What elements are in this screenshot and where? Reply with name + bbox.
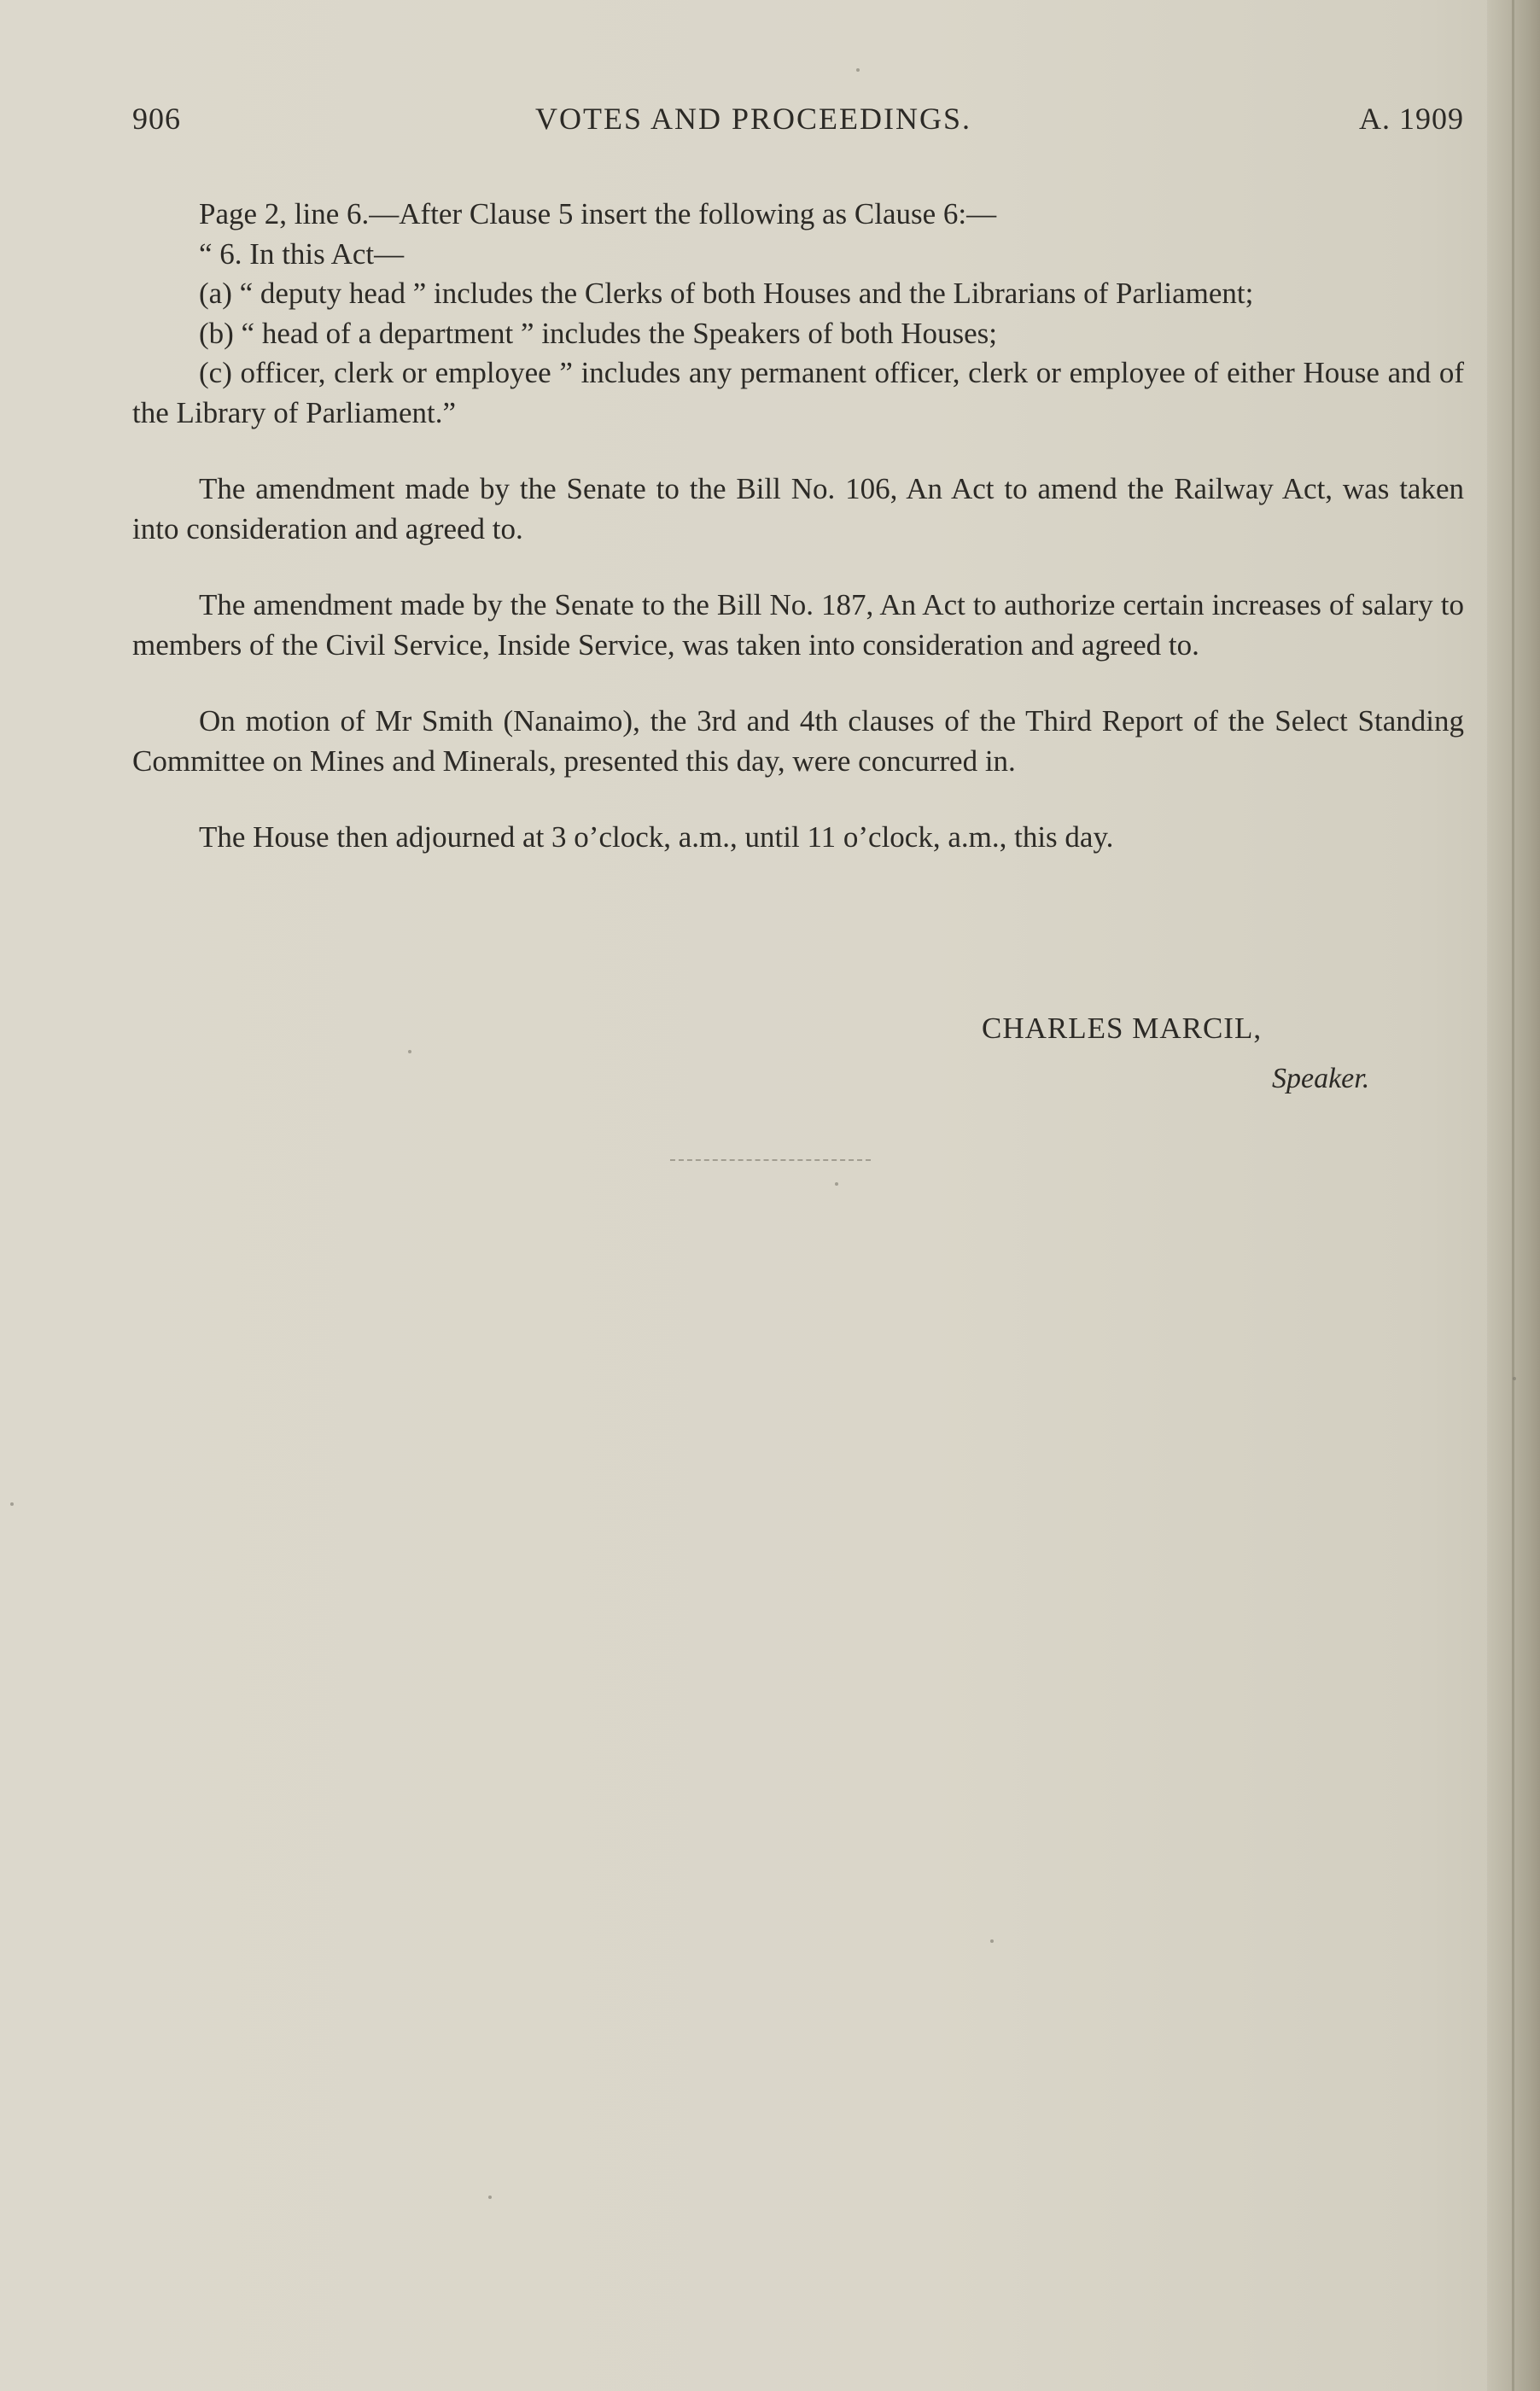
clause-item-b: (b) “ head of a department ” includes the Speakers of both Houses; (199, 316, 997, 350)
paper-speck (856, 68, 860, 72)
closing-rule (670, 1159, 871, 1161)
amendment-instruction: Page 2, line 6.—After Clause 5 insert the following as Clause 6:— (199, 197, 997, 230)
running-title: VOTES AND PROCEEDINGS. (535, 102, 972, 136)
paper-speck (10, 1502, 14, 1506)
page-number: 906 (132, 102, 181, 136)
paragraph-bill-187: The amendment made by the Senate to the Bill No. 187, An Act to authorize certain increases of salary to members of the Civil Service, Inside Service, was taken into consideration and agreed to. (132, 588, 1464, 662)
clause-item-c: (c) officer, clerk or employee ” includes any permanent officer, clerk or employee of either House and of the Library of Parliament.” (132, 356, 1464, 429)
session-year: A. 1909 (1359, 102, 1464, 136)
signature-name: CHARLES MARCIL, (982, 1012, 1263, 1045)
paper-speck (990, 1939, 994, 1943)
body-text (132, 195, 1464, 858)
paper-speck (488, 2196, 492, 2199)
clause-heading: “ 6. In this Act— (199, 236, 405, 271)
paragraph-motion: On motion of Mr Smith (Nanaimo), the 3rd and 4th clauses of the Third Report of the Select Standing Committee on Mines and Minerals, presented this day, were concurred in. (132, 704, 1464, 778)
binding-edge (1512, 0, 1514, 2391)
paragraph-adjournment: The House then adjourned at 3 o’clock, a.m., until 11 o’clock, a.m., this day. (199, 820, 1114, 854)
paper-speck (1513, 1377, 1516, 1380)
paper-speck (408, 1050, 411, 1053)
signature-title: Speaker. (1272, 1063, 1370, 1094)
paragraph-bill-106: The amendment made by the Senate to the Bill No. 106, An Act to amend the Railway Act, was taken into consideration and agreed to. (132, 472, 1464, 545)
clause-item-a: (a) “ deputy head ” includes the Clerks of both Houses and the Librarians of Parliament; (199, 277, 1254, 310)
running-head (132, 101, 1464, 143)
paper-speck (835, 1182, 838, 1186)
